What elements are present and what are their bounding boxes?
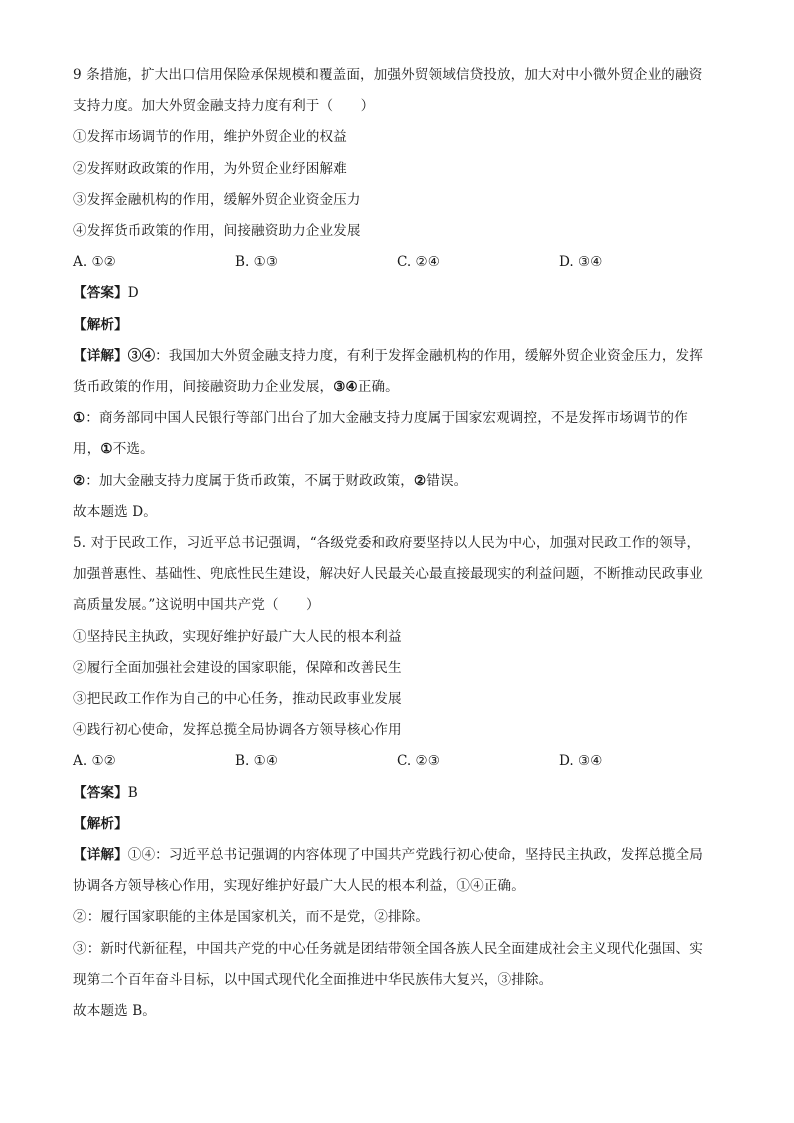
q4-detail-line-2-b: 正确。 bbox=[357, 379, 399, 396]
document-page bbox=[73, 60, 723, 1027]
q5-detail-line-2: 协调各方领导核心作用，实现好维护好最广大人民的根本利益，①④正确。 bbox=[73, 878, 525, 895]
q4-detail-line-2 bbox=[73, 372, 723, 403]
q4-point-1-line-2-mark: ① bbox=[100, 441, 113, 458]
q5-option-d: D. ③④ bbox=[559, 753, 603, 770]
q5-detail-label: 【详解】 bbox=[73, 847, 128, 864]
q4-point-2-mark-2: ② bbox=[413, 472, 427, 489]
q5-stem-line-3: 高质量发展。”这说明中国共产党（ ） bbox=[73, 597, 320, 614]
q5-statement-4: ④践行初心使命，发挥总揽全局协调各方领导核心作用 bbox=[73, 722, 402, 739]
q5-statement-2: ②履行全面加强社会建设的国家职能，保障和改善民生 bbox=[73, 659, 402, 676]
q4-detail-line-1-text: ：我国加大外贸金融支持力度，有利于发挥金融机构的作用，缓解外贸企业资金压力，发挥 bbox=[155, 347, 703, 364]
q4-statement-2: ②发挥财政政策的作用，为外贸企业纾困解难 bbox=[73, 160, 347, 177]
q5-options bbox=[73, 746, 723, 777]
q4-option-c: C. ②④ bbox=[397, 254, 440, 271]
q5-statement-3: ③把民政工作作为自己的中心任务，推动民政事业发展 bbox=[73, 691, 402, 708]
q4-statement-1: ①发挥市场调节的作用，维护外贸企业的权益 bbox=[73, 129, 347, 146]
q4-point-2-text-a: ：加大金融支持力度属于货币政策，不属于财政政策， bbox=[85, 472, 414, 489]
q5-option-c: C. ②③ bbox=[397, 753, 440, 770]
q5-option-a: A. ①② bbox=[73, 753, 116, 770]
q4-analysis bbox=[73, 310, 723, 341]
q4-point-1-line-2-a: 用， bbox=[73, 441, 101, 458]
q4-detail-line-1 bbox=[73, 341, 723, 372]
q4-answer-value: D bbox=[127, 285, 139, 302]
q4-stem-line-2: 支持力度。加大外贸金融支持力度有利于（ ） bbox=[73, 98, 375, 115]
q4-statement-4: ④发挥货币政策的作用，间接融资助力企业发展 bbox=[73, 223, 361, 240]
q4-answer-label: 【答案】 bbox=[73, 285, 128, 302]
q4-point-2-mark: ② bbox=[73, 472, 86, 489]
q5-answer bbox=[73, 778, 723, 809]
q5-answer-value: B bbox=[127, 784, 138, 801]
q4-point-2 bbox=[73, 466, 723, 497]
q4-statement-3: ③发挥金融机构的作用，缓解外贸企业资金压力 bbox=[73, 191, 361, 208]
q4-detail-lead: ③④ bbox=[127, 347, 156, 364]
q4-detail-label: 【详解】 bbox=[73, 347, 128, 364]
q4-option-b: B. ①③ bbox=[235, 254, 279, 271]
q4-point-1-line-1 bbox=[73, 403, 723, 434]
q5-point-2: ②：履行国家职能的主体是国家机关，而不是党，②排除。 bbox=[73, 909, 430, 926]
q4-point-1-mark: ① bbox=[73, 410, 86, 427]
q5-conclusion: 故本题选 B。 bbox=[73, 1003, 156, 1020]
q4-detail-line-2-a: 货币政策的作用，间接融资助力企业发展， bbox=[73, 379, 334, 396]
q4-option-a: A. ①② bbox=[73, 254, 116, 271]
q4-option-d: D. ③④ bbox=[559, 254, 603, 271]
q5-stem-line-1: 5. 对于民政工作，习近平总书记强调，“各级党委和政府要坚持以人民为中心，加强对民政工作的领导， bbox=[73, 535, 701, 552]
q4-point-1-line-2 bbox=[73, 434, 723, 465]
q5-detail-line-1-text: ①④：习近平总书记强调的内容体现了中国共产党践行初心使命，坚持民主执政，发挥总揽全局 bbox=[127, 847, 703, 864]
q5-stem-line-2: 加强普惠性、基础性、兜底性民生建设，解决好人民最关心最直接最现实的利益问题，不断推动民政事业 bbox=[73, 566, 703, 583]
q4-options bbox=[73, 247, 723, 278]
q5-answer-label: 【答案】 bbox=[73, 784, 128, 801]
q5-analysis-label: 【解析】 bbox=[73, 815, 128, 832]
q4-point-1-line-2-b: 不选。 bbox=[112, 441, 154, 458]
q4-point-1-text: ：商务部同中国人民银行等部门出台了加大金融支持力度属于国家宏观调控，不是发挥市场调节的作 bbox=[85, 410, 688, 427]
q5-point-3-line-1: ③：新时代新征程，中国共产党的中心任务就是团结带领全国各族人民全面建成社会主义现代化强国、实 bbox=[73, 940, 703, 957]
q4-detail-line-2-mark: ③④ bbox=[333, 379, 358, 396]
q4-point-2-text-b: 错误。 bbox=[426, 472, 468, 489]
q4-answer bbox=[73, 278, 723, 309]
q5-statement-1: ①坚持民主执政，实现好维护好最广大人民的根本利益 bbox=[73, 628, 402, 645]
q5-detail-line-1 bbox=[73, 840, 723, 871]
q5-point-3-line-2: 现第二个百年奋斗目标，以中国式现代化全面推进中华民族伟大复兴，③排除。 bbox=[73, 971, 553, 988]
q5-option-b: B. ①④ bbox=[235, 753, 279, 770]
q4-stem-line-1: 9 条措施，扩大出口信用保险承保规模和覆盖面，加强外贸领域信贷投放，加大对中小微外贸企业的融资 bbox=[73, 67, 703, 83]
q4-conclusion: 故本题选 D。 bbox=[73, 503, 157, 520]
q5-analysis bbox=[73, 809, 723, 840]
q4-analysis-label: 【解析】 bbox=[73, 316, 128, 333]
